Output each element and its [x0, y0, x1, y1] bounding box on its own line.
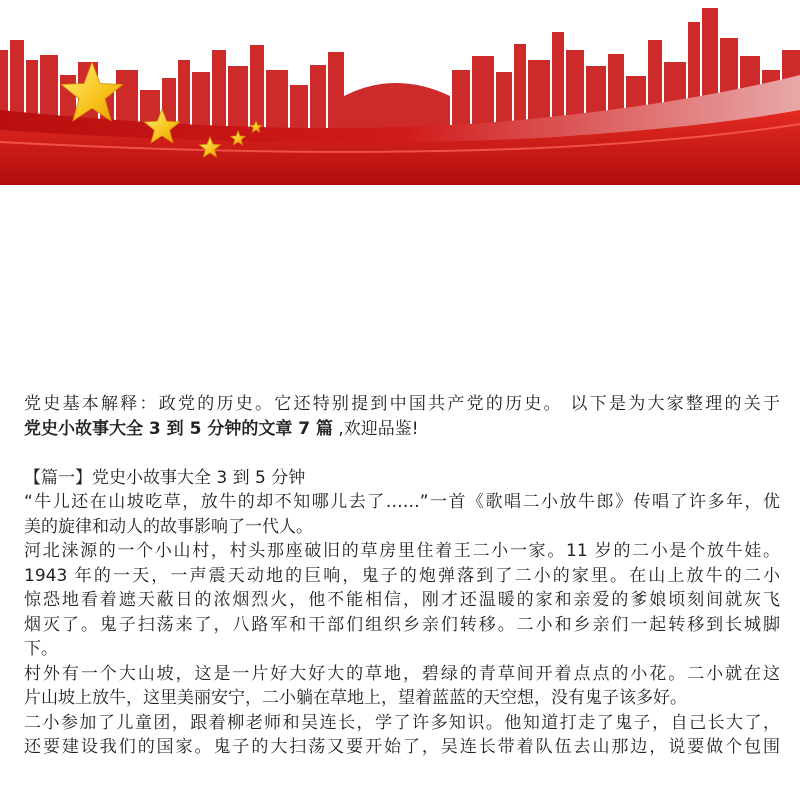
- header-banner: [0, 0, 800, 185]
- spacer: [24, 441, 780, 466]
- paragraph-line: 村外有一个大山坡，这是一片好大好大的草地，碧绿的青草间开着点点的小花。二小就在这: [24, 663, 780, 684]
- article-title: 党史小故事大全 3 到 5 分钟的文章 7 篇: [24, 418, 333, 439]
- paragraph-line: 下。: [24, 639, 58, 659]
- paragraph-line: 河北涞源的一个小山村，村头那座破旧的草房里住着王二小一家。11 岁的二小是个放牛娃。: [24, 541, 780, 561]
- intro-line: 党史基本解释：政党的历史。它还特别提到中国共产党的历史。 以下是为大家整理的关于: [24, 394, 780, 414]
- paragraph-line: 1943 年的一天，一声震天动地的巨响，鬼子的炮弹落到了二小的家里。在山上放牛的二小: [24, 565, 780, 586]
- section-heading: 【篇一】党史小故事大全 3 到 5 分钟: [24, 467, 306, 488]
- paragraph-line: 还要建设我们的国家。鬼子的大扫荡又要开始了，吴连长带着队伍去山那边，说要做个包围: [24, 737, 780, 757]
- paragraph-line: 美的旋律和动人的故事影响了一代人。: [24, 516, 313, 537]
- article-body: [24, 392, 780, 760]
- paragraph-line: “牛儿还在山坡吃草，放牛的却不知哪儿去了……”一首《歌唱二小放牛郎》传唱了许多年，优: [24, 492, 780, 512]
- paragraph-line: 二小参加了儿童团，跟着柳老师和吴连长，学了许多知识。他知道打走了鬼子，自己长大了，: [24, 712, 780, 733]
- paragraph-line: 烟灭了。鬼子扫荡来了，八路军和干部们组织乡亲们转移。二小和乡亲们一起转移到长城脚: [24, 614, 780, 635]
- intro-title-line: [24, 417, 780, 442]
- intro-suffix: ,欢迎品鉴!: [333, 418, 419, 439]
- paragraph-line: 惊恐地看着遮天蔽日的浓烟烈火，他不能相信，刚才还温暖的家和亲爱的爹娘顷刻间就灰飞: [24, 590, 780, 610]
- paragraph-line: 片山坡上放牛，这里美丽安宁，二小躺在草地上，望着蓝蓝的天空想，没有鬼子该多好。: [24, 688, 687, 708]
